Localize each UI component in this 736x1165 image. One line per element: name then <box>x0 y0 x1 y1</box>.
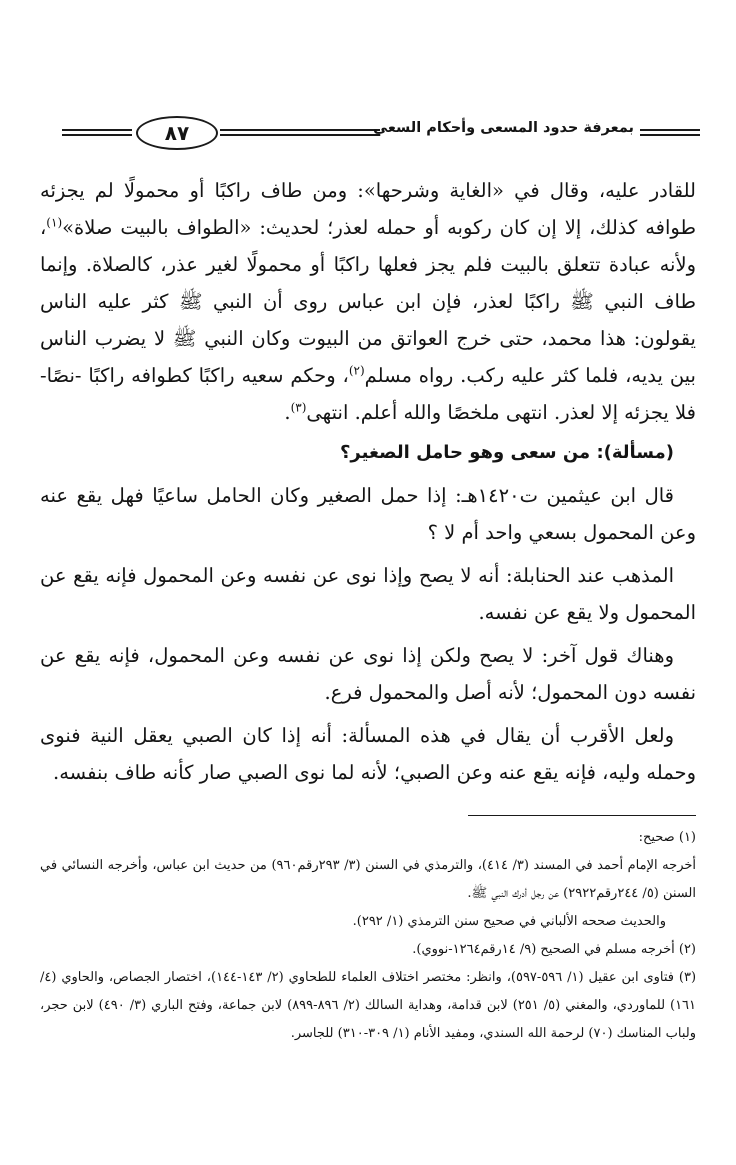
paragraph: المذهب عند الحنابلة: أنه لا يصح وإذا نوى عن نفسه وعن المحمول فإنه يقع عن المحمول ولا يقع عن نفسه. <box>40 564 696 624</box>
paragraph: قال ابن عيثمين ت١٤٢٠هـ: إذا حمل الصغير وكان الحامل ساعيًا فهل يقع عنه وعن المحمول بسعي واحد أم لا ؟ <box>40 484 696 544</box>
paragraph: للقادر عليه، وقال في «الغاية وشرحها»: ومن طاف راكبًا أو محمولًا لم يجزئه طوافه كذلك، إلا إن كان ركوبه أو حمله لعذر؛ لحديث: «الطواف بالبيت صلاة»$^{(١)}$، ولأنه عبادة تتعلق بالبيت فلم يجز فعلها راكبًا أو محمولًا لغير عذر، كالصلاة. وإنما طاف النبي ﷺ راكبًا لعذر، فإن ابن عباس روى أن النبي ﷺ كثر عليه الناس يقولون: هذا محمد، حتى خرج العواتق من البيوت وكان النبي ﷺ لا يضرب الناس بين يديه، فلما كثر عليه ركب. رواه مسلم$^{(٢)}$، وحكم سعيه راكبًا كطوافه راكبًا -نصًا- فلا يجزئه إلا لعذر. انتهى ملخصًا والله أعلم. انتهى$^{(٣)}$. <box>40 179 696 424</box>
book-page <box>40 112 696 1048</box>
footnote-separator <box>468 815 696 816</box>
page-number: ٨٧ <box>136 116 218 150</box>
header-rule-left <box>62 129 132 136</box>
page-header <box>40 112 696 156</box>
header-rule-right <box>640 129 700 136</box>
main-text <box>40 172 696 791</box>
footnotes <box>40 824 696 1048</box>
footnote: (١) صحيح: <box>638 830 696 845</box>
footnote: (٢) أخرجه مسلم في الصحيح (٩/ ١٤رقم١٢٦٤-نووي). <box>412 942 696 957</box>
question-heading: (مسألة): من سعى وهو حامل الصغير؟ <box>339 442 674 463</box>
footnote-ref: (١) <box>46 215 63 230</box>
footnote-ref: (٢) <box>348 363 365 378</box>
footnote: والحديث صححه الألباني في صحيح سنن الترمذي (١/ ٢٩٢). <box>352 914 666 929</box>
paragraph: ولعل الأقرب أن يقال في هذه المسألة: أنه إذا كان الصبي يعقل النية فنوى وحمله وليه، فإنه يقع عنه وعن الصبي؛ لأنه لما نوى الصبي صار كأنه طاف بنفسه. <box>40 724 696 784</box>
running-title: بمعرفة حدود المسعى وأحكام السعي <box>373 120 634 136</box>
footnote-ref: (٣) <box>290 400 307 415</box>
footnote: أخرجه الإمام أحمد في المسند (٣/ ٤١٤)، والترمذي في السنن (٣/ ٢٩٣رقم٩٦٠) من حديث ابن عباس، وأخرجه النسائي في السنن (٥/ ٢٤٤رقم٢٩٢٢) عن رجل أدرك النبي ﷺ. <box>40 858 697 901</box>
paragraph: وهناك قول آخر: لا يصح ولكن إذا نوى عن نفسه وعن المحمول، فإنه يقع عن نفسه دون المحمول؛ لأنه أصل والمحمول فرع. <box>40 644 696 704</box>
footnote: (٣) فتاوى ابن عقيل (١/ ٥٩٦-٥٩٧)، وانظر: مختصر اختلاف العلماء للطحاوي (٢/ ١٤٣-١٤٤)، اختصار الجصاص، والحاوي (٤/ ١٦١) للماوردي، والمغني (٥/ ٢٥١) لابن قدامة، وهداية السالك (٢/ ٨٩٦-٨٩٩) لابن جماعة، وفتح الباري (٣/ ٤٩٠) لابن حجر، ولباب المناسك (٧٠) لرحمة الله السندي، ومفيد الأنام (١/ ٣٠٩-٣١٠) للجاسر. <box>40 970 697 1041</box>
header-rule-middle <box>220 129 380 136</box>
